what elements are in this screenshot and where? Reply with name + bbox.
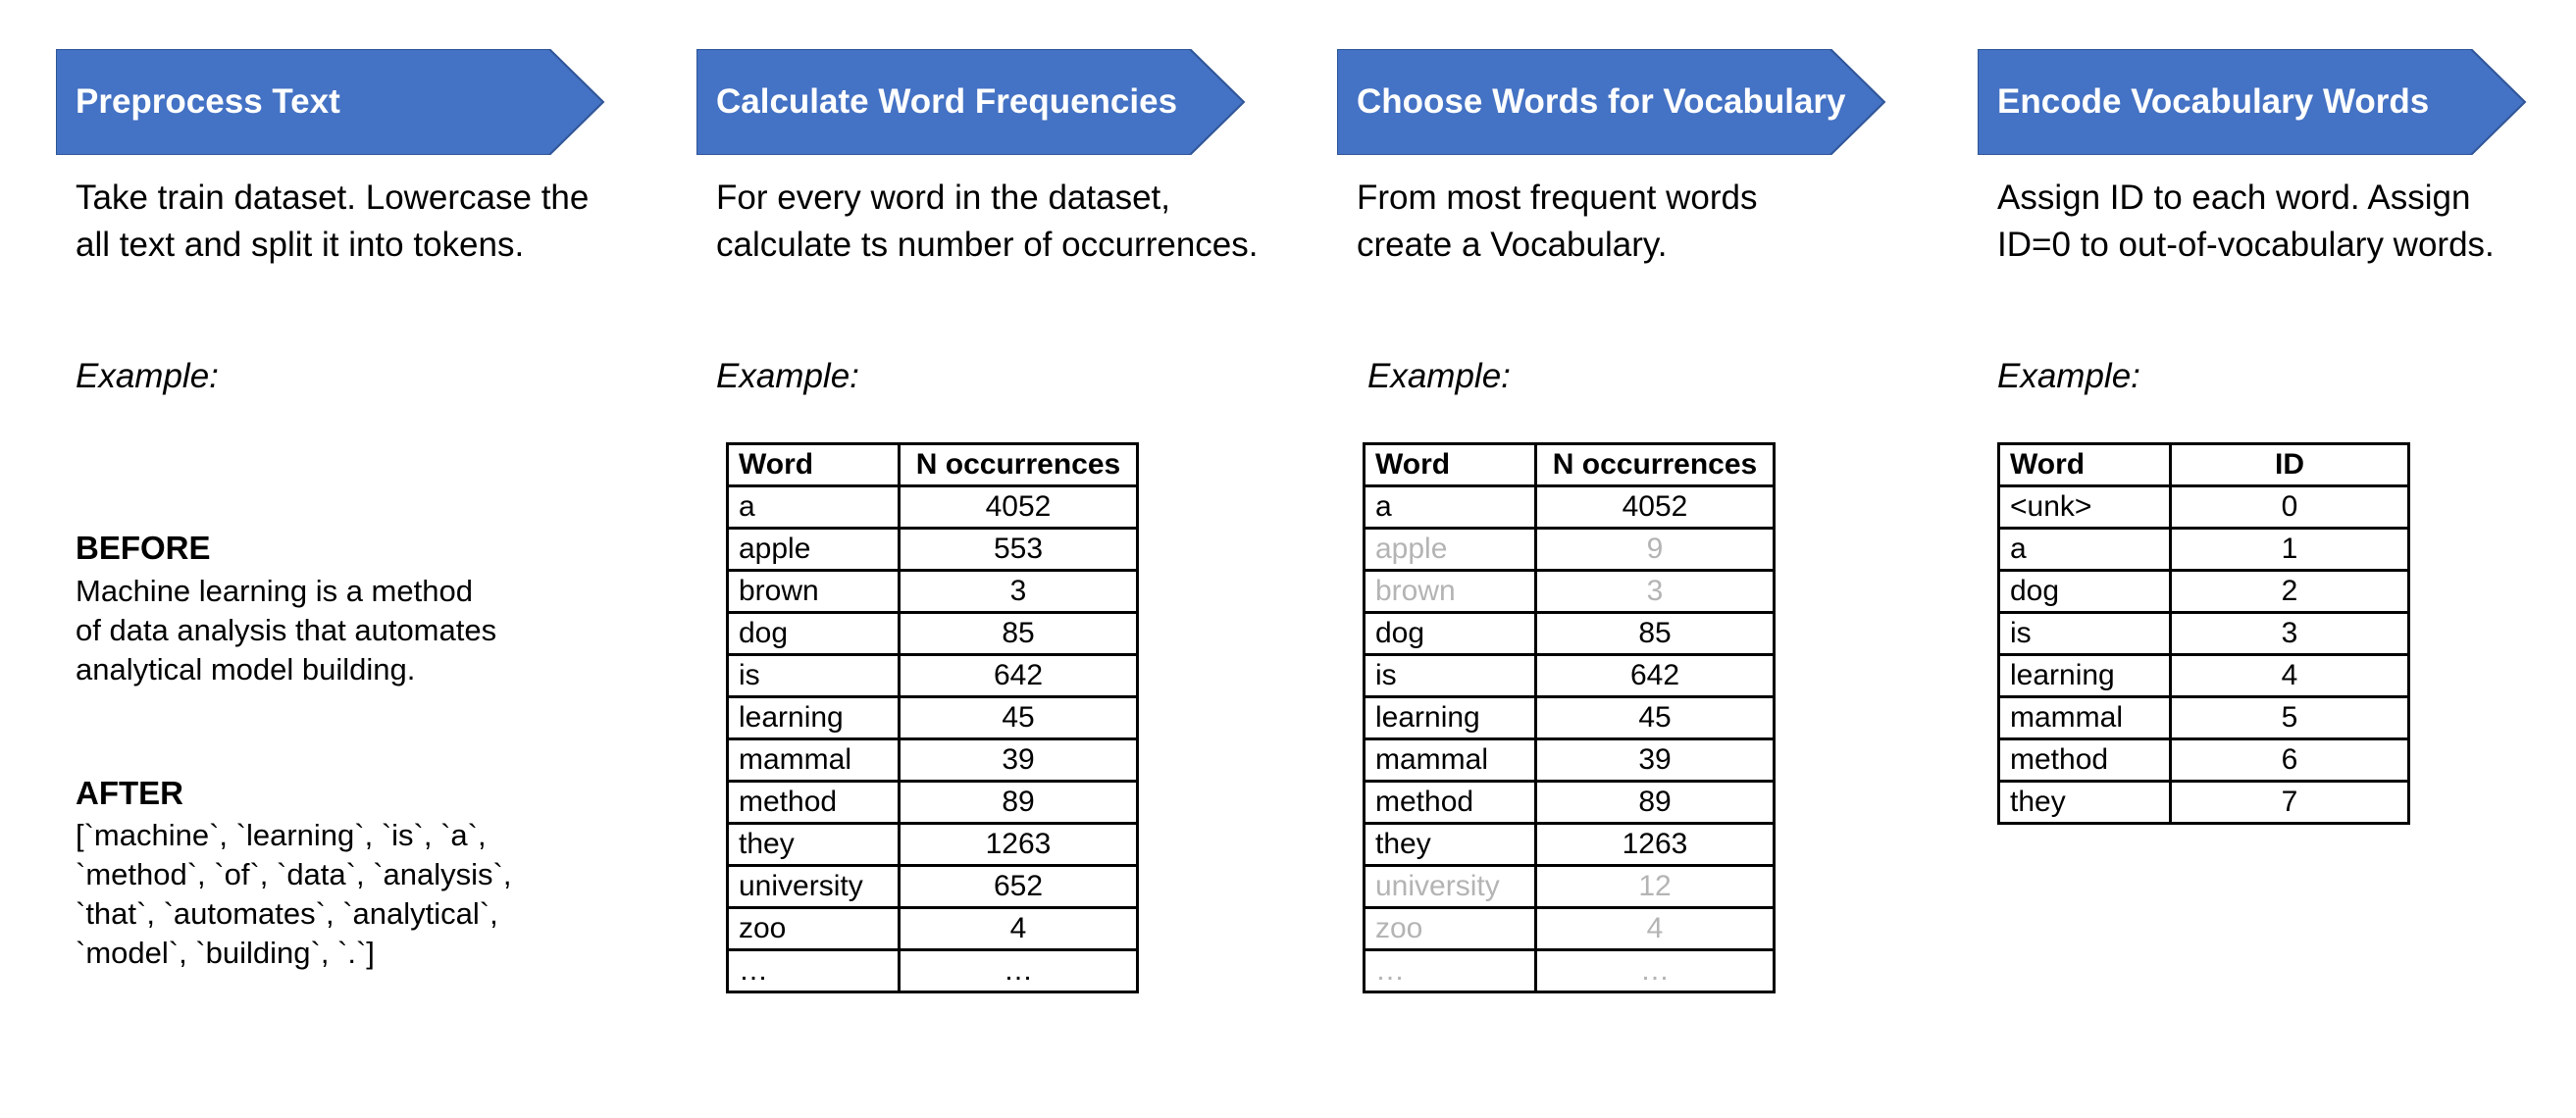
step-description: [76, 175, 625, 269]
value-cell: 4052: [900, 486, 1138, 529]
step-header-chevron: [696, 49, 1246, 155]
word-cell: …: [1365, 950, 1536, 992]
step-title: Calculate Word Frequencies: [716, 82, 1178, 121]
word-cell: a: [728, 486, 900, 529]
table-row: [728, 739, 1138, 782]
value-cell: 0: [2171, 486, 2409, 529]
table-row: [1365, 697, 1775, 739]
table-row: [1999, 739, 2409, 782]
value-cell: 5: [2171, 697, 2409, 739]
table-row: [728, 824, 1138, 866]
step-header-chevron: [1337, 49, 1886, 155]
word-cell: brown: [1365, 571, 1536, 613]
word-cell: they: [1999, 782, 2171, 824]
table-header-row: [1365, 444, 1775, 486]
step-description: [716, 175, 1265, 269]
value-cell: 642: [900, 655, 1138, 697]
word-cell: mammal: [1999, 697, 2171, 739]
description-line: From most frequent words: [1357, 178, 1758, 217]
word-cell: apple: [1365, 529, 1536, 571]
value-cell: 6: [2171, 739, 2409, 782]
word-cell: apple: [728, 529, 900, 571]
word-cell: brown: [728, 571, 900, 613]
value-cell: 3: [1536, 571, 1775, 613]
value-cell: 85: [1536, 613, 1775, 655]
table-row: [1365, 908, 1775, 950]
word-column-header: Word: [1999, 444, 2171, 486]
word-column-header: Word: [1365, 444, 1536, 486]
value-cell: 89: [900, 782, 1138, 824]
value-cell: 12: [1536, 866, 1775, 908]
value-cell: …: [900, 950, 1138, 992]
table-row: [1999, 697, 2409, 739]
value-cell: 642: [1536, 655, 1775, 697]
table-row: [728, 866, 1138, 908]
table-row: [1999, 655, 2409, 697]
table-row: [728, 655, 1138, 697]
description-line: For every word in the dataset,: [716, 178, 1170, 217]
description-line: all text and split it into tokens.: [76, 226, 525, 264]
value-cell: 1263: [1536, 824, 1775, 866]
table-row: [1999, 613, 2409, 655]
example-label: Example:: [1997, 357, 2140, 395]
after-label: AFTER: [76, 775, 183, 811]
after-line: [`machine`, `learning`, `is`, `a`,: [76, 818, 487, 852]
description-line: ID=0 to out-of-vocabulary words.: [1997, 226, 2495, 264]
word-cell: method: [1999, 739, 2171, 782]
table-row: [728, 908, 1138, 950]
word-cell: zoo: [1365, 908, 1536, 950]
value-column-header: N occurrences: [1536, 444, 1775, 486]
value-cell: 39: [900, 739, 1138, 782]
value-cell: 45: [1536, 697, 1775, 739]
table-row: [728, 571, 1138, 613]
table-row: [1365, 782, 1775, 824]
table-row: [1365, 739, 1775, 782]
table-row: [1365, 486, 1775, 529]
after-line: `that`, `automates`, `analytical`,: [76, 896, 498, 931]
word-cell: <unk>: [1999, 486, 2171, 529]
before-line: analytical model building.: [76, 652, 416, 686]
step-header-chevron: [1978, 49, 2527, 155]
word-cell: dog: [1999, 571, 2171, 613]
word-cell: they: [728, 824, 900, 866]
description-line: Take train dataset. Lowercase the: [76, 178, 590, 217]
value-cell: 4: [900, 908, 1138, 950]
word-cell: learning: [728, 697, 900, 739]
word-cell: is: [1365, 655, 1536, 697]
table-row: [1365, 529, 1775, 571]
word-cell: zoo: [728, 908, 900, 950]
step-description: [1997, 175, 2547, 269]
word-cell: method: [728, 782, 900, 824]
value-cell: 85: [900, 613, 1138, 655]
example-label: Example:: [76, 357, 219, 395]
word-cell: they: [1365, 824, 1536, 866]
table-row: [728, 782, 1138, 824]
before-label: BEFORE: [76, 530, 211, 566]
table-row: [728, 529, 1138, 571]
word-cell: method: [1365, 782, 1536, 824]
after-text: [76, 816, 511, 973]
vocabulary-table: [1363, 442, 1776, 993]
step-preprocess: [0, 0, 628, 1118]
description-line: create a Vocabulary.: [1357, 226, 1668, 264]
value-column-header: N occurrences: [900, 444, 1138, 486]
value-cell: …: [1536, 950, 1775, 992]
table-row: [1365, 866, 1775, 908]
word-cell: is: [728, 655, 900, 697]
value-cell: 4: [2171, 655, 2409, 697]
word-cell: university: [1365, 866, 1536, 908]
value-cell: 9: [1536, 529, 1775, 571]
value-cell: 7: [2171, 782, 2409, 824]
value-cell: 4: [1536, 908, 1775, 950]
value-cell: 39: [1536, 739, 1775, 782]
example-label: Example:: [716, 357, 859, 395]
value-cell: 2: [2171, 571, 2409, 613]
word-cell: dog: [728, 613, 900, 655]
word-cell: dog: [1365, 613, 1536, 655]
value-cell: 3: [900, 571, 1138, 613]
description-line: Assign ID to each word. Assign: [1997, 178, 2471, 217]
step-header-chevron: [56, 49, 605, 155]
after-line: `method`, `of`, `data`, `analysis`,: [76, 857, 512, 891]
word-column-header: Word: [728, 444, 900, 486]
table-header-row: [1999, 444, 2409, 486]
value-cell: 1: [2171, 529, 2409, 571]
word-cell: mammal: [728, 739, 900, 782]
table-row: [1365, 950, 1775, 992]
table-row: [1365, 655, 1775, 697]
table-row: [728, 486, 1138, 529]
step-description: [1357, 175, 1906, 269]
table-row: [1365, 824, 1775, 866]
table-row: [1999, 782, 2409, 824]
word-cell: is: [1999, 613, 2171, 655]
value-cell: 89: [1536, 782, 1775, 824]
value-cell: 4052: [1536, 486, 1775, 529]
frequency-table: [726, 442, 1139, 993]
table-row: [1999, 486, 2409, 529]
table-row: [728, 613, 1138, 655]
value-cell: 3: [2171, 613, 2409, 655]
step-title: Choose Words for Vocabulary: [1357, 82, 1846, 121]
word-cell: university: [728, 866, 900, 908]
table-header-row: [728, 444, 1138, 486]
table-row: [1365, 571, 1775, 613]
word-cell: a: [1365, 486, 1536, 529]
value-cell: 652: [900, 866, 1138, 908]
word-cell: learning: [1999, 655, 2171, 697]
value-column-header: ID: [2171, 444, 2409, 486]
word-cell: learning: [1365, 697, 1536, 739]
example-label: Example:: [1367, 357, 1511, 395]
step-title: Encode Vocabulary Words: [1997, 82, 2430, 121]
word-cell: …: [728, 950, 900, 992]
table-row: [728, 697, 1138, 739]
description-line: calculate ts number of occurrences.: [716, 226, 1259, 264]
step-title: Preprocess Text: [76, 82, 340, 121]
encoding-table: [1997, 442, 2410, 825]
value-cell: 45: [900, 697, 1138, 739]
value-cell: 553: [900, 529, 1138, 571]
table-row: [1365, 613, 1775, 655]
value-cell: 1263: [900, 824, 1138, 866]
after-line: `model`, `building`, `.`]: [76, 936, 375, 970]
table-row: [728, 950, 1138, 992]
word-cell: a: [1999, 529, 2171, 571]
word-cell: mammal: [1365, 739, 1536, 782]
before-line: Machine learning is a method: [76, 574, 473, 608]
table-row: [1999, 529, 2409, 571]
table-row: [1999, 571, 2409, 613]
before-line: of data analysis that automates: [76, 613, 497, 647]
before-text: [76, 572, 496, 689]
